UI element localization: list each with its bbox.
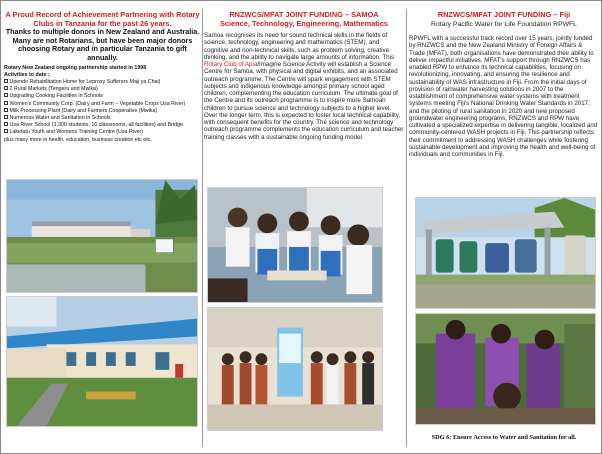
tanzania-title: A Proud Record of Achievement Partnering with Rotary Clubs in Tanzania for the past 26 years. — [5, 10, 200, 28]
sdg-caption: SDG 6: Ensure Access to Water and Sanitation for all. — [431, 434, 577, 441]
checkbox-icon — [4, 93, 8, 97]
column-divider — [202, 9, 203, 447]
list-item: Usa River School (1,300 students, 16 classrooms, all facilities) and Bridge — [4, 122, 201, 129]
fiji-title: RNZWCS/MFAT JOINT FUNDING – Fiji — [437, 10, 571, 19]
rotary-club-apia-link: Rotary Club of Apia — [204, 61, 258, 69]
fiji-body: RPWFL with a successful track record over 15 years, jointly funded by RNZWCS and the New Zealand Ministry of Foreign Affairs & Trade (MFAT), both organisations have demonstrated their ability to deliver impactful initiatives. MFAT's support through RNZWCS has enabled RPW to enhance its technical capabilities, focusing on revolutionizing, innovating, and ensuring the resilience and sustainability of WAS infrastructure in Fiji. From the initial days of provision of rainwater harvesting solutions in 2007 to the establishment of comprehensive water systems with treatment systems meeting Fiji's National Drinking Water Standards in 2017, and the piloting of rural sanitation in 2020 and new proposed groundwater engineering programs, RNZWCS and RPW have cultivated a specialized expertise in delivering tangible, localized and community-centered WASH projects in Fiji. This partnership reflects their commitment to addressing WASH challenges while fostering sustainable development and improving the health and well-being of individuals and communities in Fiji. — [409, 35, 598, 159]
activities-heading: Activities to date : — [4, 71, 50, 78]
science-team-photo — [207, 307, 383, 431]
checkbox-icon — [4, 115, 8, 119]
checkbox-icon — [4, 101, 8, 105]
list-item: Numerous Water and Sanitation in Schools — [4, 115, 201, 122]
checkbox-icon — [4, 86, 8, 90]
rural-market-photo — [6, 179, 198, 293]
list-item: Milk Processing Plant (Dairy and Farmers Cooperative (Mwika) — [4, 108, 201, 115]
children-water-photo — [415, 313, 596, 425]
more-projects-note: plus many more in health, education, business creation etc etc. — [4, 136, 152, 143]
fiji-subtitle: Rotary Pacific Water for Life Foundation RPWFL — [431, 20, 577, 28]
tanzania-subtitle: Thanks to multiple donors in New Zealand and Australia. Many are not Rotarians, but have been major donors choosing Rotary and in particular Tanzania to gift annually. — [5, 27, 200, 62]
fiji-column — [409, 11, 599, 158]
samoa-title: RNZWCS/MFAT JOINT FUNDING – SAMOA — [229, 10, 379, 19]
list-item: Women's Community Corp. (Dairy and Farm – Vegetable Crops Usa River) — [4, 101, 201, 108]
checkbox-icon — [4, 108, 8, 112]
checkbox-icon — [4, 129, 8, 133]
activities-list — [4, 79, 201, 137]
partnership-heading: Rotary New Zealand ongoing partnership started in 1998 — [4, 64, 147, 71]
water-tank-photo — [415, 197, 596, 309]
samoa-subtitle: Science, Technology, Engineering, Mathematics — [219, 18, 389, 28]
checkbox-icon — [4, 79, 8, 83]
column-divider — [406, 9, 407, 447]
school-building-photo — [6, 296, 198, 427]
list-item: 2 Rural Markets (Tengeru and Mwika) — [4, 86, 201, 93]
tanzania-column — [4, 11, 201, 144]
science-class-photo — [207, 187, 383, 303]
list-item: Upendo Rehabilitation Home for Leprosy Sufferers Maji ya Chai) — [4, 79, 201, 86]
checkbox-icon — [4, 122, 8, 126]
list-item: Laketatu Youth and Womens Training Centre (Usa River) — [4, 129, 201, 136]
samoa-body: Samoa recognises its need for sound technical skills in the fields of science, technology, engineering and mathematics (STEM), and cognitive and non-technical skills, such as problem solving, creative thinking, and the ability to navigate large amounts of information. This Rotary Club of Apia/Imagine Science Activity will establish a Science Centre for Samoa, with physical and digital exhibits, and an associated outreach programme. The Centre will spark engagement with STEM subjects and indigenous knowledge amongst primary school aged children, complementing the education curriculum. The ultimate goal of the Centre and its outreach programme is to inspire more Samoan children to pursue science and technology subjects to a higher level. Over the longer term, this is expected to foster local technical capability, with consequent benefits for the country. The science and technology outreach programme complements the education curriculum and teacher training classes with a sustainable ongoing funding model. — [204, 32, 404, 141]
list-item: Upgrading Cooking Facilities in Schools — [4, 93, 201, 100]
samoa-column — [204, 11, 404, 141]
